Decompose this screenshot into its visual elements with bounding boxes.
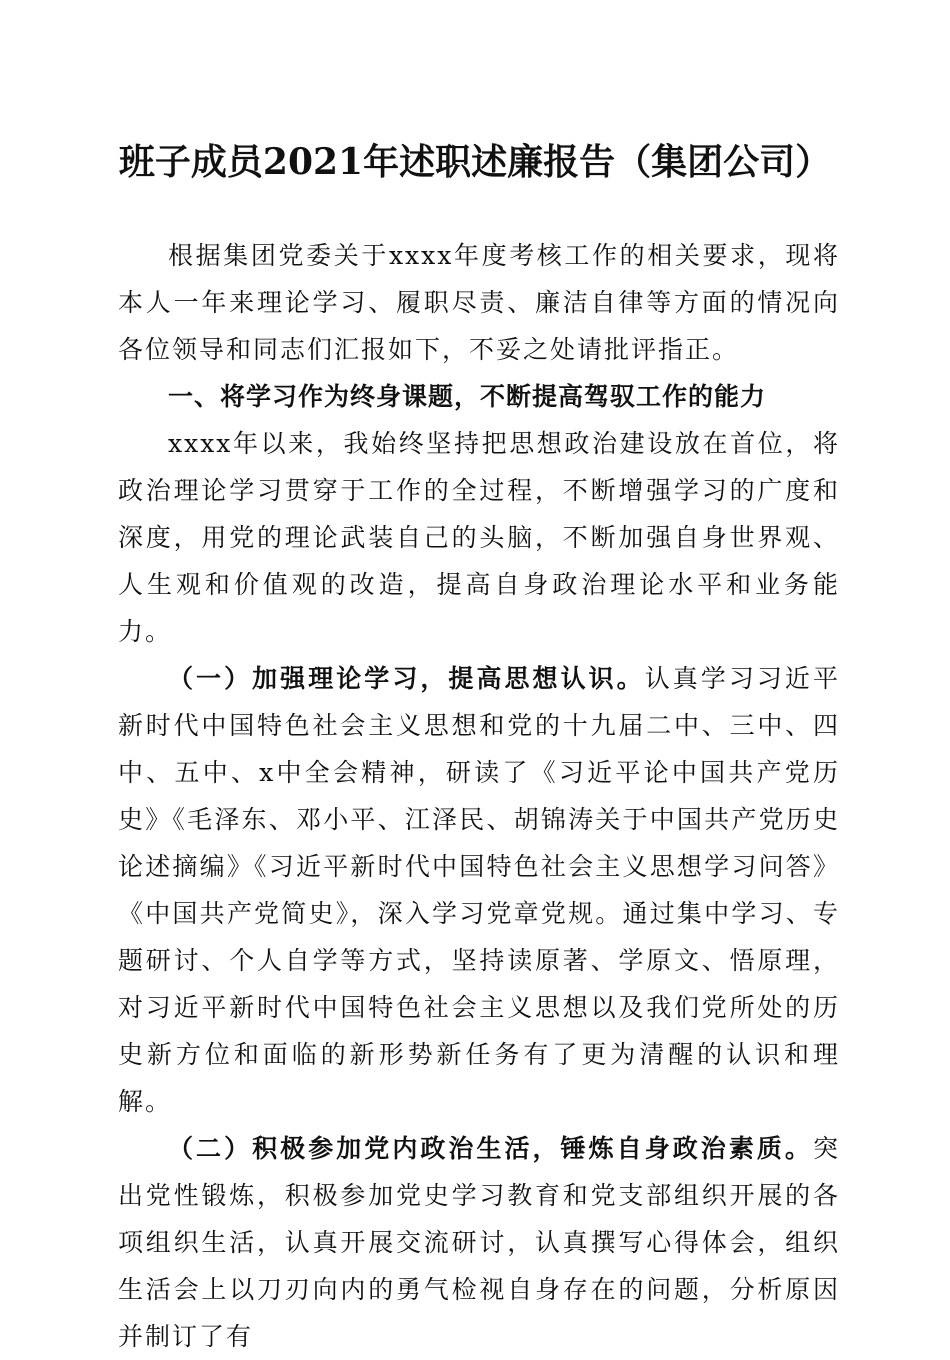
item-1-body: 认真学习习近平新时代中国特色社会主义思想和党的十九届二中、三中、四中、五中、x中全会精神，研读了《习近平论中国共产党历史》《毛泽东、邓小平、江泽民、胡锦涛关于中国共产党历史论述摘编》《习近平新时代中国特色社会主义思想学习问答》《中国共产党简史》，深入学习党章党规。通过集中学习、专题研讨、个人自学等方式，坚持读原著、学原文、悟原理，对习近平新时代中国特色社会主义思想以及我们党所处的历史新方位和面临的新形势新任务有了更为清醒的认识和理解。 xyxy=(118,664,840,1116)
document-body xyxy=(118,232,840,1360)
document-title: 班子成员2021年述职述廉报告（集团公司） xyxy=(118,141,832,183)
item-1-paragraph xyxy=(118,655,840,1125)
item-1-lead: （一）加强理论学习，提高思想认识。 xyxy=(168,664,645,693)
section-1-heading: 一、将学习作为终身课题，不断提高驾驭工作的能力 xyxy=(168,382,767,411)
section-1-paragraph: xxxx年以来，我始终坚持把思想政治建设放在首位，将政治理论学习贯穿于工作的全过程，不断增强学习的广度和深度，用党的理论武装自己的头脑，不断加强自身世界观、人生观和价值观的改造，提高自身政治理论水平和业务能力。 xyxy=(118,429,840,646)
item-2-paragraph xyxy=(118,1125,840,1360)
item-2-lead: （二）积极参加党内政治生活，锤炼自身政治素质。 xyxy=(168,1134,813,1163)
intro-paragraph: 根据集团党委关于xxxx年度考核工作的相关要求，现将本人一年来理论学习、履职尽责、廉洁自律等方面的情况向各位领导和同志们汇报如下，不妥之处请批评指正。 xyxy=(118,241,840,364)
item-2-body: 突出党性锻炼，积极参加党史学习教育和党支部组织开展的各项组织生活，认真开展交流研讨，认真撰写心得体会，组织生活会上以刀刃向内的勇气检视自身存在的问题，分析原因并制订了有 xyxy=(118,1134,840,1351)
